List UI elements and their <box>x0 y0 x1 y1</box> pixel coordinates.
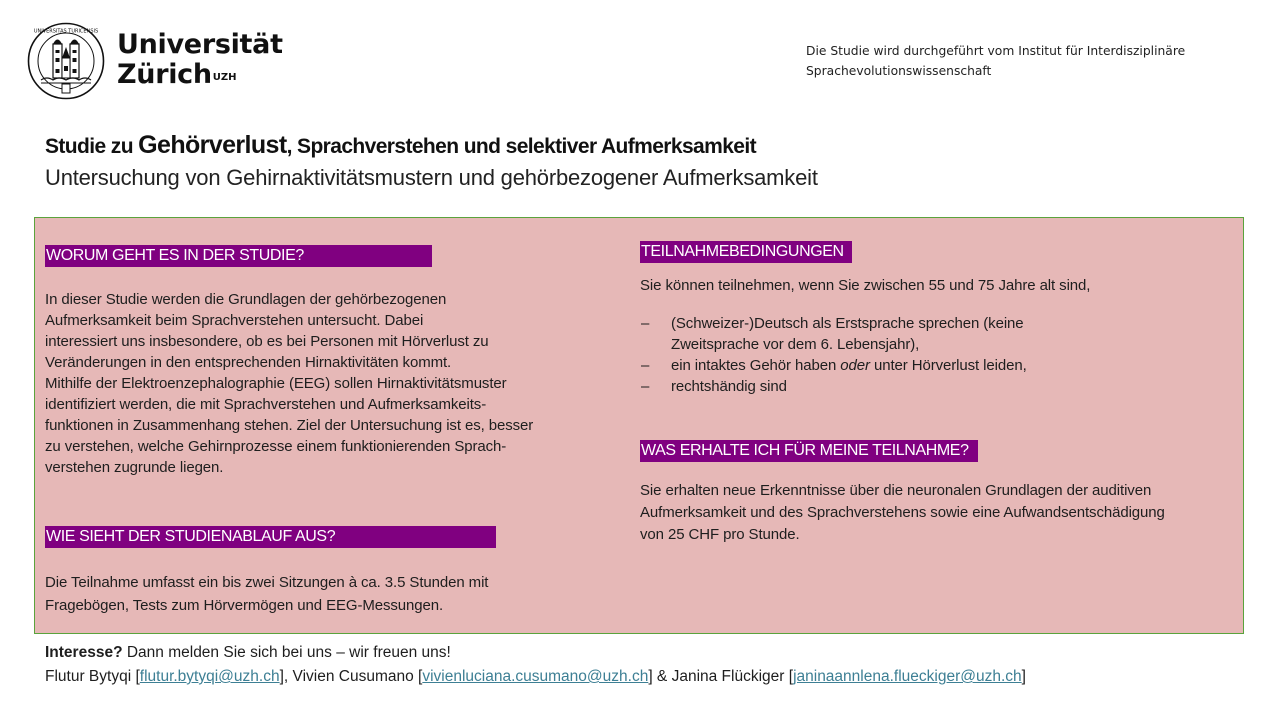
footer-contacts: Flutur Bytyqi [flutur.bytyqi@uzh.ch], Vivien Cusumano [vivienluciana.cusumano@uzh.ch] & Janina Flückiger [janinaannlena.flueckiger@uzh.ch] <box>45 668 1026 685</box>
conditions-intro: Sie können teilnehmen, wenn Sie zwischen 55 und 75 Jahre alt sind, <box>640 277 1091 294</box>
email-link-flueckiger[interactable]: janinaannlena.flueckiger@uzh.ch <box>793 668 1022 685</box>
about-line: Veränderungen in den entsprechenden Hirnaktivitäten kommt. <box>45 354 452 371</box>
section-body-compensation <box>640 480 1240 546</box>
university-seal-icon <box>27 22 105 100</box>
conditions-list <box>641 313 1201 397</box>
contact-name: Flutur Bytyqi <box>45 668 132 685</box>
item-text: ein intaktes Gehör haben <box>671 357 841 374</box>
title-emphasis: Gehörverlust <box>138 131 287 159</box>
about-line: Mithilfe der Elektroenzephalographie (EEG) sollen Hirnaktivitätsmuster <box>45 375 507 392</box>
email-link-cusumano[interactable]: vivienluciana.cusumano@uzh.ch <box>422 668 649 685</box>
title-suffix: , Sprachverstehen und selektiver Aufmerksamkeit <box>286 135 756 158</box>
about-line: verstehen zugrunde liegen. <box>45 459 224 476</box>
university-name-line1: Universität <box>117 29 283 60</box>
contact-separator: & <box>652 668 672 685</box>
footer-interest <box>45 644 451 662</box>
contact-separator: , <box>283 668 293 685</box>
about-line: identifiziert werden, die mit Sprachverstehen und Aufmerksamkeits- <box>45 396 487 413</box>
contact-name: Janina Flückiger <box>671 668 785 685</box>
dash-bullet-icon: – <box>641 357 650 374</box>
compensation-line: Sie erhalten neue Erkenntnisse über die neuronalen Grundlagen der auditiven <box>640 482 1152 499</box>
svg-text:UNIVERSITAS TURICENSIS: UNIVERSITAS TURICENSIS <box>33 28 99 35</box>
about-line: In dieser Studie werden die Grundlagen der gehörbezogenen <box>45 291 447 308</box>
university-name-line2-wrap <box>117 60 283 90</box>
conditions-item <box>641 355 1201 376</box>
uzh-logo <box>27 22 283 104</box>
conditions-item <box>641 376 1201 397</box>
dash-bullet-icon: – <box>641 315 650 332</box>
item-text: rechtshändig sind <box>671 378 787 395</box>
conditions-item <box>641 313 1201 355</box>
compensation-line: Aufmerksamkeit und des Sprachverstehens sowie eine Aufwandsentschädigung <box>640 504 1165 521</box>
about-line: interessiert uns insbesondere, ob es bei Personen mit Hörverlust zu <box>45 333 489 350</box>
section-heading-procedure: WIE SIEHT DER STUDIENABLAUF AUS? <box>45 526 496 548</box>
item-line: Zweitsprache vor dem 6. Lebensjahr), <box>671 336 920 353</box>
procedure-line: Fragebögen, Tests zum Hörvermögen und EEG-Messungen. <box>45 597 444 614</box>
email-link-bytyqi[interactable]: flutur.bytyqi@uzh.ch <box>139 668 280 685</box>
about-line: zu verstehen, welche Gehirnprozesse einem funktionierenden Sprach- <box>45 438 507 455</box>
section-body-procedure <box>45 571 615 617</box>
interest-bold: Interesse? <box>45 644 123 661</box>
about-line: funktionen in Zusammenhang stehen. Ziel der Untersuchung ist es, besser <box>45 417 534 434</box>
compensation-line: von 25 CHF pro Stunde. <box>640 526 800 543</box>
page-title <box>45 131 756 160</box>
university-name <box>117 30 283 90</box>
interest-text: Dann melden Sie sich bei uns – wir freuen uns! <box>122 644 451 661</box>
item-text: unter Hörverlust leiden, <box>869 357 1027 374</box>
procedure-line: Die Teilnahme umfasst ein bis zwei Sitzungen à ca. 3.5 Stunden mit <box>45 574 489 591</box>
about-line: Aufmerksamkeit beim Sprachverstehen untersucht. Dabei <box>45 312 424 329</box>
page-subtitle: Untersuchung von Gehirnaktivitätsmustern und gehörbezogener Aufmerksamkeit <box>45 165 818 190</box>
institute-note: Die Studie wird durchgeführt vom Institut für Interdisziplinäre Sprachevolutionswissenschaft <box>806 44 1186 78</box>
uzh-superscript: UZH <box>212 72 237 83</box>
info-box <box>34 217 1244 634</box>
dash-bullet-icon: – <box>641 378 650 395</box>
section-heading-conditions: TEILNAHMEBEDINGUNGEN <box>640 241 852 263</box>
title-prefix: Studie zu <box>45 135 139 158</box>
university-name-line2: Zürich <box>117 59 212 90</box>
contact-name: Vivien Cusumano <box>292 668 414 685</box>
section-heading-compensation: WAS ERHALTE ICH FÜR MEINE TEILNAHME? <box>640 440 978 462</box>
section-body-about <box>45 289 615 478</box>
item-italic: oder <box>840 357 870 374</box>
section-heading-about: WORUM GEHT ES IN DER STUDIE? <box>45 245 432 267</box>
item-line: (Schweizer-)Deutsch als Erstsprache sprechen (keine <box>671 315 1024 332</box>
